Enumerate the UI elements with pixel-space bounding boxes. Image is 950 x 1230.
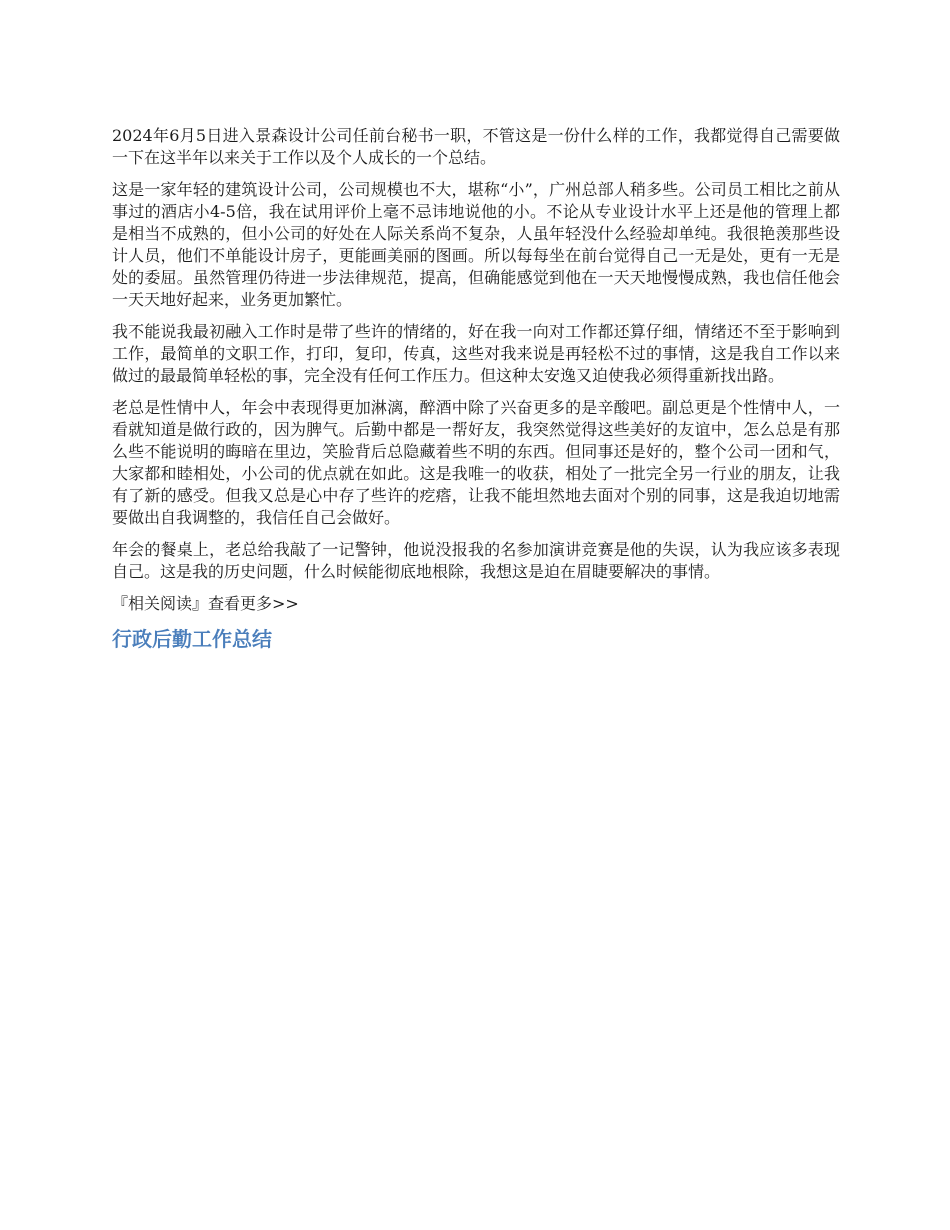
paragraph-intro: 2024年6月5日进入景森设计公司任前台秘书一职，不管这是一份什么样的工作，我都觉得自己需要做一下在这半年以来关于工作以及个人成长的一个总结。 [112,126,840,167]
paragraph-company: 这是一家年轻的建筑设计公司，公司规模也不大，堪称“小”，广州总部人稍多些。公司员工相比之前从事过的酒店小4-5倍，我在试用评价上毫不忌讳地说他的小。不论从专业设计水平上还是他的管理上都是相当不成熟的，但小公司的好处在人际关系尚不复杂，人虽年轻没什么经验却单纯。我很艳羡那些设计人员，他们不单能设计房子，更能画美丽的图画。所以每每坐在前台觉得自己一无是处，更有一无是处的委屈。虽然管理仍待进一步法律规范，提高，但确能感觉到他在一天天地慢慢成熟，我也信任他会一天天地好起来，业务更加繁忙。 [112,180,840,309]
paragraph-annual-meeting: 年会的餐桌上，老总给我敲了一记警钟，他说没报我的名参加演讲竞赛是他的失误，认为我应该多表现自己。这是我的历史问题，什么时候能彻底地根除，我想这是迫在眉睫要解决的事情。 [112,540,840,581]
document-page [112,125,840,653]
paragraph-colleagues: 老总是性情中人，年会中表现得更加淋漓，醉酒中除了兴奋更多的是辛酸吧。副总更是个性情中人，一看就知道是做行政的，因为脾气。后勤中都是一帮好友，我突然觉得这些美好的友谊中，怎么总是有那么些不能说明的晦暗在里边，笑脸背后总隐藏着些不明的东西。但同事还是好的，整个公司一团和气，大家都和睦相处，小公司的优点就在如此。这是我唯一的收获，相处了一批完全另一行业的朋友，让我有了新的感受。但我又总是心中存了些许的疙瘩，让我不能坦然地去面对个别的同事，这是我迫切地需要做出自我调整的，我信任自己会做好。 [112,398,840,527]
section-title: 行政后勤工作总结 [112,627,272,651]
related-reading-link[interactable]: 『相关阅读』查看更多>> [112,594,299,613]
paragraph-work: 我不能说我最初融入工作时是带了些许的情绪的，好在我一向对工作都还算仔细，情绪还不至于影响到工作，最简单的文职工作，打印，复印，传真，这些对我来说是再轻松不过的事情，这是我自工作以来做过的最最简单轻松的事，完全没有任何工作压力。但这种太安逸又迫使我必须得重新找出路。 [112,322,840,385]
